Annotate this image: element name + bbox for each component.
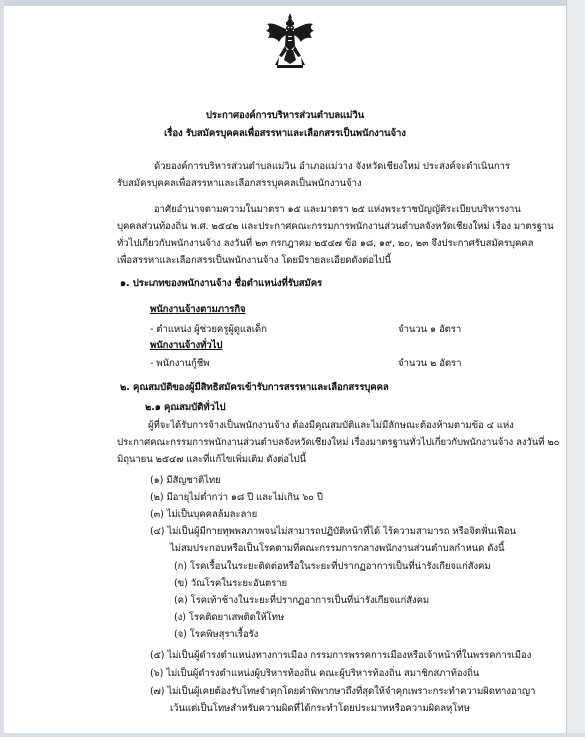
section2-para-line2: ประกาศคณะกรรมการพนักงานส่วนตำบลจังหวัดเชียงใหม่ เรื่องมาตรฐานทั่วไปเกี่ยวกับพนักงานจ้าง ลงวันที่ ๒๐ [117,437,560,448]
window-bottom-edge [0,733,585,737]
disease-item: (ก) โรคเรื้อนในระยะติดต่อหรือในระยะที่ปรากฏอาการเป็นที่น่ารังเกียจแก่สังคม [174,561,491,572]
section1-group1-title: พนักงานจ้างตามภารกิจ [150,304,246,315]
intro-p2-line2: บุคคลส่วนท้องถิ่น พ.ศ. ๒๕๔๒ และประกาศคณะกรรมการพนักงานส่วนตำบลจังหวัดเชียงใหม่ เรื่อง มาตรฐาน [117,221,554,232]
qualification-item: (๓) ไม่เป็นบุคคลล้มละลาย [150,509,258,520]
section2-para-line1: ผู้ที่จะได้รับการจ้างเป็นพนักงานจ้าง ต้องมีคุณสมบัติและไม่มีลักษณะต้องห้ามตามข้อ ๔ แห่ง [148,420,514,431]
intro-p2-line4: เพื่อสรรหาและเลือกสรรเป็นพนักงานจ้าง โดยมีรายละเอียดดังต่อไปนี้ [117,255,392,266]
intro-p2-line1: อาศัยอำนาจตามความในมาตรา ๑๕ และมาตรา ๒๕ แห่งพระราชบัญญัติระเบียบบริหารงาน [154,204,521,215]
section1-group2-title: พนักงานจ้างทั่วไป [150,340,223,351]
qualification-item: (๒) มีอายุไม่ต่ำกว่า ๑๘ ปี และไม่เกิน ๖๐ ปี [150,492,323,503]
disease-item: (ค) โรคเท้าช้างในระยะที่ปรากฏอาการเป็นที่น่ารังเกียจแก่สังคม [174,595,430,606]
qualification-item-continued: เว้นแต่เป็นโทษสำหรับความผิดที่ได้กระทำโดยประมาทหรือความผิดลหุโทษ [170,703,470,714]
intro-p1-line1: ด้วยองค์การบริหารส่วนตำบลแม่วิน อำเภอแม่วาง จังหวัดเชียงใหม่ ประสงค์จะดำเนินการ [154,161,510,172]
qualification-item-continued: ไม่สมประกอบหรือเป็นโรคตามที่คณะกรรมการกลางพนักงานส่วนตำบลกำหนด ดังนี้ [170,543,505,554]
qualification-item: (๑) มีสัญชาติไทย [150,475,221,486]
announcement-subject: เรื่อง รับสมัครบุคคลเพื่อสรรหาและเลือกสรรเป็นพนักงานจ้าง [164,128,406,139]
qualification-item: (๗) ไม่เป็นผู้เคยต้องรับโทษจำคุกโดยคำพิพากษาถึงที่สุดให้จำคุกเพราะกระทำความผิดทางอาญา [150,686,536,697]
disease-item: (จ) โรคพิษสุราเรื้อรัง [174,629,259,640]
section2-para-line3: มิถุนายน ๒๕๔๗ และที่แก้ไขเพิ่มเติม ดังต่อไปนี้ [117,454,307,465]
qualification-item: (๖) ไม่เป็นผู้ดำรงตำแหน่งผู้บริหารท้องถิ่น คณะผู้บริหารท้องถิ่น สมาชิกสภาท้องถิ่น [150,668,480,679]
disease-item: (ข) วัณโรคในระยะอันตราย [174,578,288,589]
section2-subheading: ๒.๑ คุณสมบัติทั่วไป [145,402,226,413]
disease-item: (ง) โรคติดยาเสพติดให้โทษ [174,612,285,623]
announcement-org: ประกาศองค์การบริหารส่วนตำบลแม่วิน [205,110,365,121]
qualification-item: (๕) ไม่เป็นผู้ดำรงตำแหน่งทางการเมือง กรรมการพรรคการเมืองหรือเจ้าหน้าที่ในพรรคการเมือง [150,650,532,661]
intro-p2-line3: ทั่วไปเกี่ยวกับพนักงานจ้าง ลงวันที่ ๒๓ กรกฎาคม ๒๕๔๗ ข้อ ๑๘, ๑๙, ๒๐, ๒๓ จึงประกาศรับสมัครบุคคล [117,238,534,249]
intro-p1-line2: รับสมัครบุคคลเพื่อสรรหาและเลือกสรรบุคคลเป็นพนักงานจ้าง [117,178,362,189]
section2-heading: ๒. คุณสมบัติของผู้มีสิทธิสมัครเข้ารับการสรรหาและเลือกสรรบุคคล [120,382,389,393]
section1-heading: ๑. ประเภทของพนักงานจ้าง ชื่อตำแหน่งที่รับสมัคร [120,278,323,289]
document-page [4,6,566,733]
section1-group1-count: จำนวน ๑ อัตรา [398,324,462,335]
section1-group1-item: - ตำแหน่ง ผู้ช่วยครูผู้ดูแลเด็ก [150,324,267,335]
section1-group2-item: - พนักงานกู้ชีพ [150,358,210,369]
vertical-scrollbar[interactable] [566,0,585,737]
garuda-emblem-icon [265,12,315,72]
qualification-item: (๔) ไม่เป็นผู้มีกายทุพพลภาพจนไม่สามารถปฏิบัติหน้าที่ได้ ไร้ความสามารถ หรือจิตฟั่นเฟือน [150,526,517,537]
section1-group2-count: จำนวน ๒ อัตรา [398,358,462,369]
